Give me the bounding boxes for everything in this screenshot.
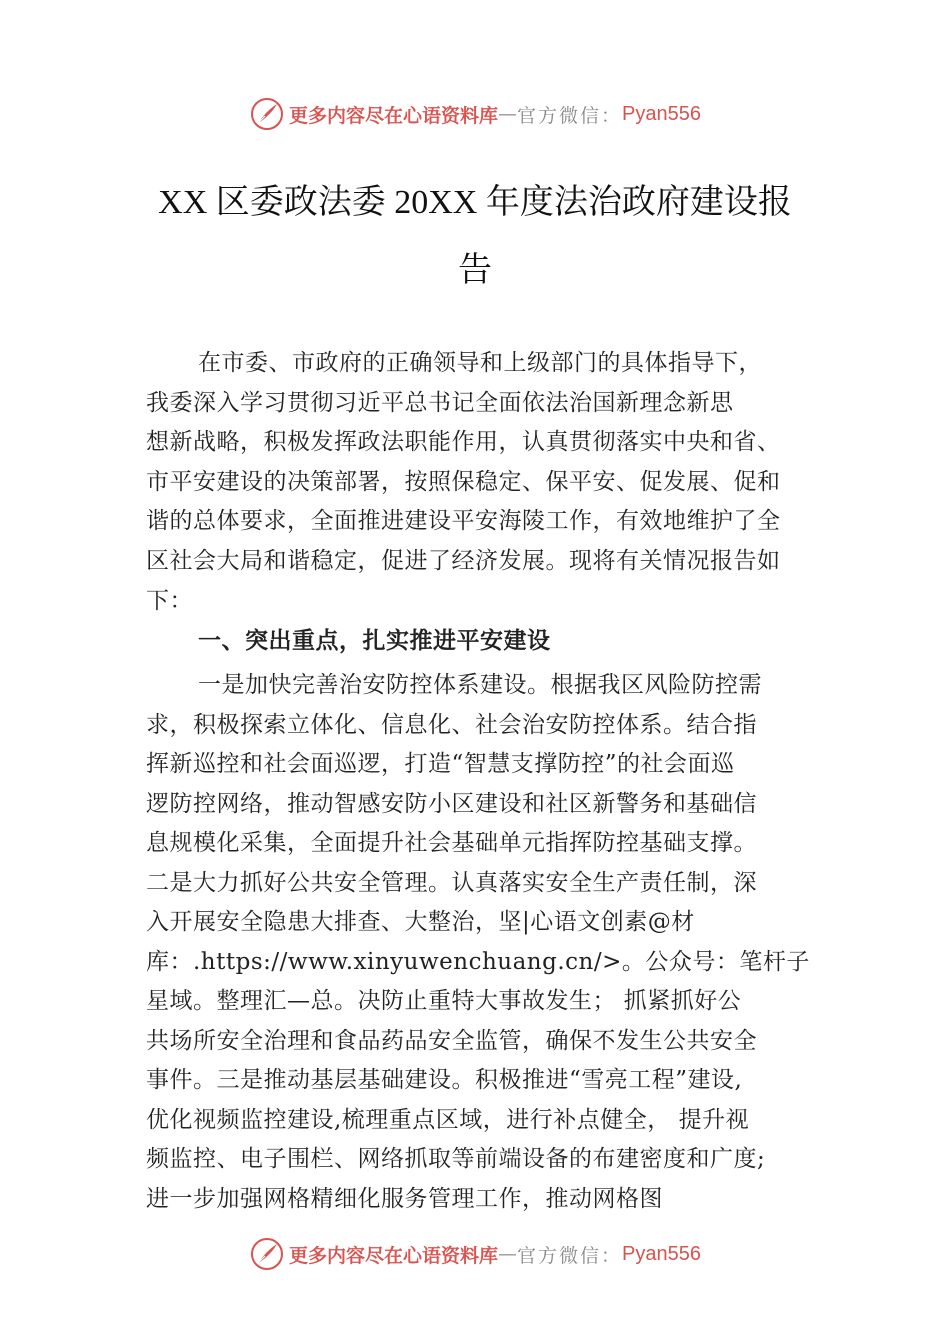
banner-wechat-id: Pyan556 [622, 102, 701, 125]
document-title-line-2: 告 [458, 252, 492, 289]
body-line: 二是大力抓好公共安全管理。认真落实安全生产责任制，深 [146, 870, 757, 896]
banner-wechat-id: Pyan556 [622, 1242, 701, 1265]
document-title-line-1: XX 区委政法委 20XX 年度法治政府建设报 [158, 184, 792, 221]
header-watermark-banner [0, 94, 950, 134]
quill-logo-icon [249, 96, 285, 132]
body-line: 共场所安全治理和食品药品安全监管，确保不发生公共安全 [146, 1028, 757, 1054]
body-line: 我委深入学习贯彻习近平总书记全面依法治国新理念新思 [146, 390, 734, 416]
body-line: 事件。三是推动基层基础建设。积极推进“雪亮工程”建设, [146, 1067, 743, 1093]
body-line: 星域。整理汇—总。决防止重特大事故发生； 抓紧抓好公 [146, 988, 742, 1014]
body-line: 想新战略，积极发挥政法职能作用，认真贯彻落实中央和省、 [146, 429, 781, 455]
body-line: 区社会大局和谐稳定，促进了经济发展。现将有关情况报告如 [146, 548, 781, 574]
body-line: 优化视频监控建设,梳理重点区域，进行补点健全， 提升视 [146, 1107, 750, 1133]
body-line: 挥新巡控和社会面巡逻，打造“智慧支撑防控”的社会面巡 [146, 751, 735, 777]
body-line: 下： [146, 588, 193, 614]
body-line: 逻防控网络，推动智感安防小区建设和社区新警务和基础信 [146, 791, 757, 817]
banner-wechat-label: 官方微信： [517, 1244, 623, 1267]
body-line: 息规模化采集，全面提升社会基础单元指挥防控基础支撑。 [146, 830, 757, 856]
banner-brand-text: 更多内容尽在心语资料库 [289, 1244, 499, 1267]
quill-logo-icon [249, 1236, 285, 1272]
body-line: 谐的总体要求，全面推进建设平安海陵工作，有效地维护了全 [146, 508, 781, 534]
banner-dash: — [498, 1243, 518, 1265]
banner-dash: — [498, 103, 518, 125]
body-line: 频监控、电子围栏、网络抓取等前端设备的布建密度和广度; [146, 1146, 766, 1172]
body-line: 进一步加强网格精细化服务管理工作，推动网格图 [146, 1186, 663, 1212]
banner-brand-text: 更多内容尽在心语资料库 [289, 104, 499, 127]
body-line: 库：.https://www.xinyuwenchuang.cn/>。公众号：笔杆子 [146, 949, 810, 975]
body-line: 在市委、市政府的正确领导和上级部门的具体指导下， [198, 350, 762, 376]
body-line: 市平安建设的决策部署，按照保稳定、保平安、促发展、促和 [146, 469, 781, 495]
body-line: 一是加快完善治安防控体系建设。根据我区风险防控需 [198, 672, 762, 698]
body-line: 求，积极探索立体化、信息化、社会治安防控体系。结合指 [146, 712, 757, 738]
footer-watermark-banner [0, 1234, 950, 1274]
banner-wechat-label: 官方微信： [517, 104, 623, 127]
body-line: 入开展安全隐患大排查、大整治，坚|心语文创素@材 [146, 909, 695, 935]
section-heading: 一、突出重点，扎实推进平安建设 [198, 628, 551, 654]
